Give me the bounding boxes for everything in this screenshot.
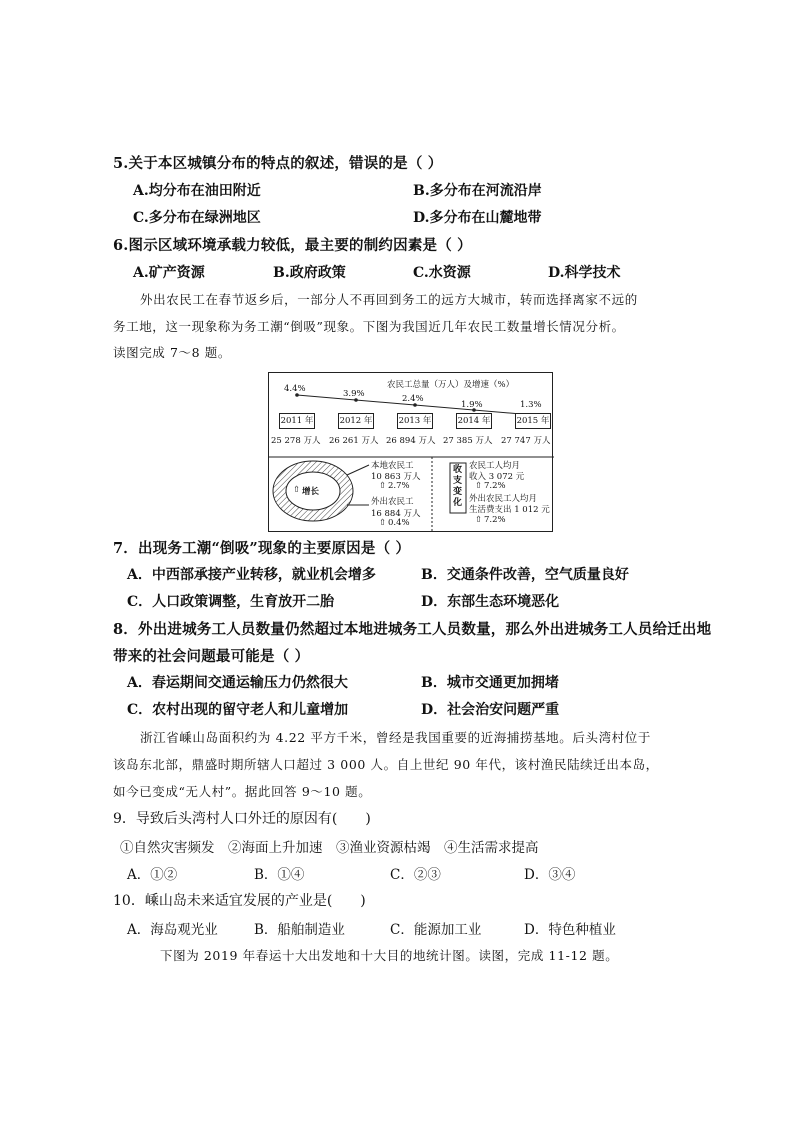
material3-line1: 下图为 2019 年春运十大出发地和十大目的地统计图。读图，完成 11-12 题。 xyxy=(160,948,619,963)
q7-option-a: A．中西部承接产业转移，就业机会增多 xyxy=(127,567,376,583)
q10-option-a: A．海岛观光业 xyxy=(127,922,218,938)
spend-label: 外出农民工人均月 xyxy=(469,494,538,504)
year-box: 2011 年 xyxy=(279,413,315,429)
year-box: 2014 年 xyxy=(456,413,492,429)
rate-label: 1.3% xyxy=(520,400,542,410)
q6-option-c: C.水资源 xyxy=(413,265,471,281)
q10-stem: 10．嵊山岛未来适宜发展的产业是( ) xyxy=(113,893,366,909)
q7-option-c: C．人口政策调整，生育放开二胎 xyxy=(127,594,335,610)
income-rate: 7.2% xyxy=(484,481,506,491)
total-label: 25 278 万人 xyxy=(271,436,321,446)
q5-option-b: B.多分布在河流沿岸 xyxy=(413,183,542,199)
q9-option-a: A．①② xyxy=(127,867,178,883)
migrant-worker-label: 外出农民工 xyxy=(371,497,414,507)
q7-option-b: B．交通条件改善，空气质量良好 xyxy=(421,567,629,583)
figure-title: 农民工总量（万人）及增速（%） xyxy=(387,380,515,390)
q8-option-a: A．春运期间交通运输压力仍然很大 xyxy=(127,675,348,691)
q10-option-b: B．船舶制造业 xyxy=(254,922,345,938)
total-label: 26 894 万人 xyxy=(386,436,436,446)
rate-label: 4.4% xyxy=(284,384,306,394)
material2-line3: 如今已变成“无人村”。据此回答 9～10 题。 xyxy=(113,784,372,799)
q6-option-d: D.科学技术 xyxy=(548,265,621,281)
year-box: 2012 年 xyxy=(338,413,374,429)
leader-local xyxy=(347,465,369,475)
q7-option-d: D．东部生态环境恶化 xyxy=(421,594,560,610)
up-arrow-icon: ⇧ xyxy=(475,515,483,525)
total-label: 26 261 万人 xyxy=(329,436,379,446)
income-value: 收入 3 072 元 xyxy=(469,472,525,482)
migrant-worker-figure xyxy=(268,372,553,532)
local-worker-value: 10 863 万人 xyxy=(371,472,421,482)
material1-line3: 读图完成 7～8 题。 xyxy=(113,345,231,360)
q10-option-d: D．特色种植业 xyxy=(524,922,616,938)
q7-stem: 7．出现务工潮“倒吸”现象的主要原因是（ ） xyxy=(113,540,411,557)
q9-items: ①自然灾害频发 ②海面上升加速 ③渔业资源枯竭 ④生活需求提高 xyxy=(120,840,539,856)
migrant-worker-value: 16 884 万人 xyxy=(371,509,421,519)
migrant-worker-rate: 0.4% xyxy=(388,518,410,528)
q8-option-c: C．农村出现的留守老人和儿童增加 xyxy=(127,702,349,718)
q6-option-b: B.政府政策 xyxy=(273,265,346,281)
q8-option-d: D．社会治安问题严重 xyxy=(421,702,560,718)
q8-stem-line2: 带来的社会问题最可能是（ ） xyxy=(113,648,310,665)
material2-line2: 该岛东北部，鼎盛时期所辖人口超过 3 000 人。自上世纪 90 年代，该村渔民陆续迁出本岛， xyxy=(113,757,659,772)
q5-option-d: D.多分布在山麓地带 xyxy=(413,210,542,226)
q5-option-c: C.多分布在绿洲地区 xyxy=(133,210,261,226)
q8-option-b: B．城市交通更加拥堵 xyxy=(421,675,559,691)
q9-stem: 9．导致后头湾村人口外迁的原因有( ) xyxy=(113,811,371,827)
total-label: 27 747 万人 xyxy=(501,436,551,446)
ring-center-label: 增长 xyxy=(302,487,320,497)
material1-line1: 外出农民工在春节返乡后，一部分人不再回到务工的远方大城市，转而选择离家不远的 xyxy=(140,292,638,307)
q9-option-d: D．③④ xyxy=(524,867,576,883)
q6-stem: 6.图示区域环境承载力较低，最主要的制约因素是（ ） xyxy=(113,237,472,254)
up-arrow-icon: ⇧ xyxy=(379,518,387,528)
side-label: 收支变化 xyxy=(453,465,463,508)
up-arrow-icon: ⇧ xyxy=(475,481,483,491)
local-worker-label: 本地农民工 xyxy=(371,461,414,471)
material1-line2: 务工地，这一现象称为务工潮“倒吸”现象。下图为我国近几年农民工数量增长情况分析。 xyxy=(113,319,625,334)
q10-option-c: C．能源加工业 xyxy=(390,922,482,938)
rate-label: 1.9% xyxy=(461,400,483,410)
rate-label: 3.9% xyxy=(343,389,365,399)
q5-stem: 5.关于本区城镇分布的特点的叙述，错误的是（ ） xyxy=(113,155,443,172)
q5-option-a: A.均分布在油田附近 xyxy=(133,183,261,199)
income-label: 农民工人均月 xyxy=(469,461,521,471)
q9-option-b: B．①④ xyxy=(254,867,305,883)
q6-option-a: A.矿产资源 xyxy=(133,265,205,281)
material2-line1: 浙江省嵊山岛面积约为 4.22 平方千米，曾经是我国重要的近海捕捞基地。后头湾村位于 xyxy=(140,730,651,745)
growth-arrow-icon: ⇧ xyxy=(293,485,301,495)
year-box: 2015 年 xyxy=(515,413,551,429)
year-box: 2013 年 xyxy=(397,413,433,429)
rate-label: 2.4% xyxy=(402,394,424,404)
spend-value: 生活费支出 1 012 元 xyxy=(469,505,550,515)
up-arrow-icon: ⇧ xyxy=(379,481,387,491)
q8-stem-line1: 8．外出进城务工人员数量仍然超过本地进城务工人员数量，那么外出进城务工人员给迁出地 xyxy=(113,621,712,638)
total-label: 27 385 万人 xyxy=(443,436,493,446)
local-worker-rate: 2.7% xyxy=(388,481,410,491)
spend-rate: 7.2% xyxy=(484,515,506,525)
q9-option-c: C．②③ xyxy=(390,867,441,883)
